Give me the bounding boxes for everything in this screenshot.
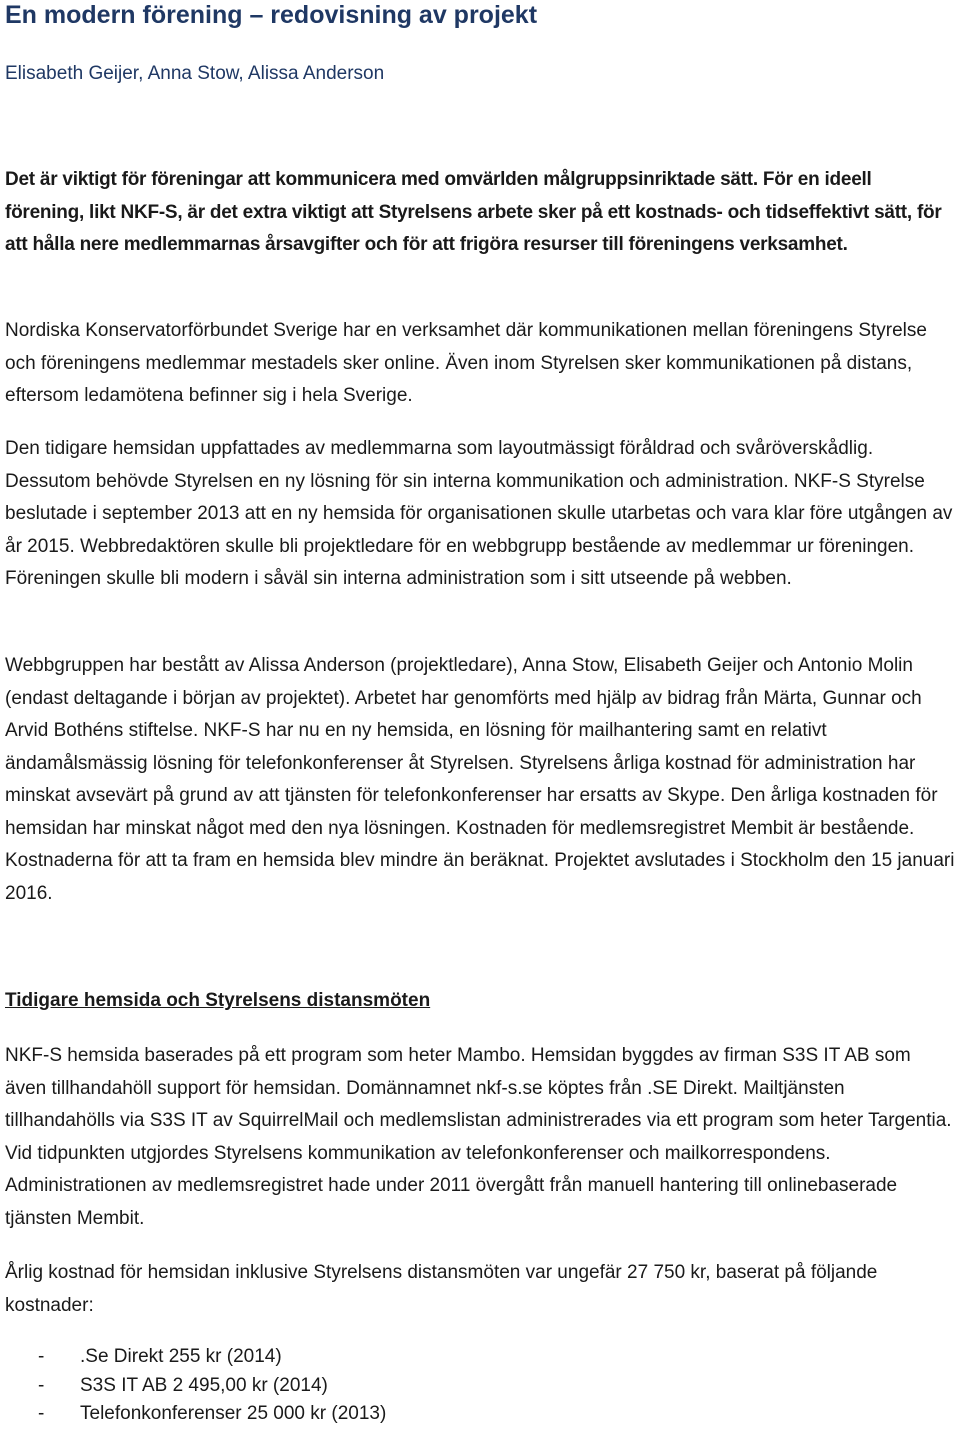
list-item-text: S3S IT AB 2 495,00 kr (2014) [80, 1374, 328, 1396]
authors-line: Elisabeth Geijer, Anna Stow, Alissa Anderson [5, 63, 385, 84]
list-dash: - [38, 1346, 45, 1367]
list-dash: - [38, 1374, 45, 1396]
section-paragraph: Årlig kostnad för hemsidan inklusive Styrelsens distansmöten var ungefär 27 750 kr, baserat på följande kostnader: [5, 1262, 878, 1316]
list-item [5, 1400, 386, 1429]
section-paragraph: NKF-S hemsida baserades på ett program som heter Mambo. Hemsidan byggdes av firman S3S IT AB som även tillhandahöll support för hemsidan. Domännamnet nkf-s.se köptes från .SE Direkt. Mailtjänsten tillhandahölls via S3S IT av SquirrelMail och medlemslistan administrerades via ett program som heter Targentia. Vid tidpunkten utgjordes Styrelsens kommunikation av telefonkonferenser och mailkorrespondens. Administrationen av medlemsregistret hade under 2011 övergått från manuell hantering till onlinebaserade tjänsten Membit. [5, 1045, 952, 1229]
list-item-text: .Se Direkt 255 kr (2014) [80, 1346, 282, 1367]
cost-list [5, 1343, 386, 1429]
body-paragraph: Webbgruppen har bestått av Alissa Anderson (projektledare), Anna Stow, Elisabeth Geijer och Antonio Molin (endast deltagande i början av projektet). Arbetet har genomförts med hjälp av bidrag från Märta, Gunnar och Arvid Bothéns stiftelse. NKF-S har nu en ny hemsida, en lösning för mailhantering samt en relativt ändamålsmässig lösning för telefonkonferenser åt Styrelsen. Styrelsens årliga kostnad för administration har minskat avsevärt på grund av att tjänsten för telefonkonferenser har ersatts av Skype. Den årliga kostnaden för hemsidan har minskat något med den nya lösningen. Kostnaden för medlemsregistret Membit är bestående. Kostnaderna för att ta fram en hemsida blev mindre än beräknat. Projektet avslutades i Stockholm den 15 januari 2016. [5, 655, 955, 904]
section-heading: Tidigare hemsida och Styrelsens distansmöten [5, 990, 431, 1011]
intro-paragraph: Det är viktigt för föreningar att kommunicera med omvärlden målgruppsinriktade sätt. För en ideell förening, likt NKF-S, är det extra viktigt att Styrelsens arbete sker på ett kostnads- och tidseffektivt sätt, för att hålla nere medlemmarnas årsavgifter och för att frigöra resurser till föreningens verksamhet. [5, 169, 942, 255]
list-item [5, 1372, 386, 1401]
page-title: En modern förening – redovisning av projekt [5, 1, 538, 29]
body-paragraph: Den tidigare hemsidan uppfattades av medlemmarna som layoutmässigt föråldrad och svåröverskådlig. Dessutom behövde Styrelsen en ny lösning för sin interna kommunikation och administration. NKF-S Styrelse beslutade i september 2013 att en ny hemsida för organisationen skulle utarbetas och vara klar före utgången av år 2015. Webbredaktören skulle bli projektledare för en webbgrupp bestående av medlemmar ur föreningen. Föreningen skulle bli modern i såväl sin interna administration som i sitt utseende på webben. [5, 438, 953, 589]
body-paragraph: Nordiska Konservatorförbundet Sverige har en verksamhet där kommunikationen mellan föreningens Styrelse och föreningens medlemmar mestadels sker online. Även inom Styrelsen sker kommunikationen på distans, eftersom ledamötena befinner sig i hela Sverige. [5, 320, 927, 406]
list-dash: - [38, 1403, 45, 1424]
list-item-text: Telefonkonferenser 25 000 kr (2013) [80, 1403, 387, 1424]
list-item [5, 1343, 386, 1372]
